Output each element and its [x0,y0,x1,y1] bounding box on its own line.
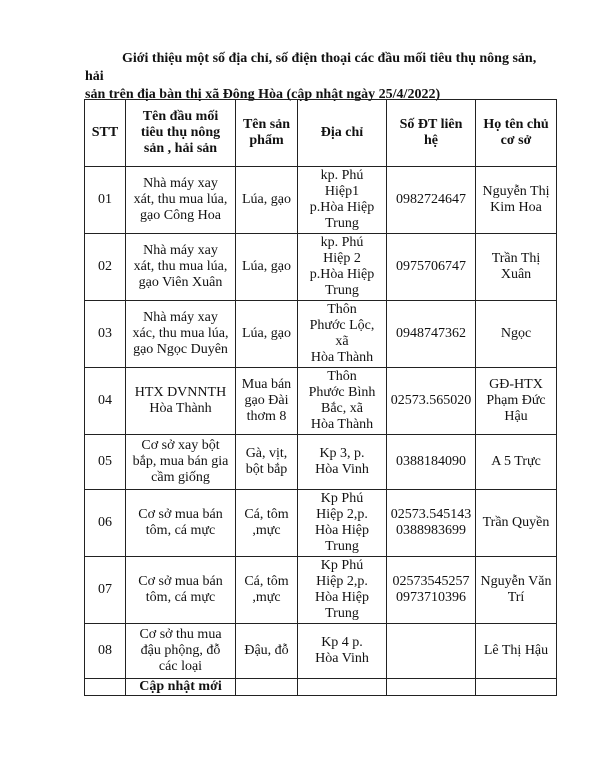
cell-phone [387,234,476,301]
cell-name [126,490,236,557]
cell-stt: 08 [85,624,126,679]
cell-line: Cá, tôm [244,507,289,522]
cell-line: Tên sản [242,117,291,132]
cell-line: phẩm [249,133,284,148]
cell-stt: 06 [85,490,126,557]
header-owner [476,100,557,167]
cell-line: Trí [507,590,525,605]
footer-empty-cell [298,679,387,696]
cell-name [126,301,236,368]
cell-line: cầm giống [151,470,210,485]
cell-line: Lúa, gạo [242,192,291,207]
cell-line: Trung [325,539,359,554]
cell-name [126,435,236,490]
cell-line: 02573.565020 [390,393,472,408]
cell-phone [387,557,476,624]
cell-line: 0388184090 [396,454,466,469]
table-row [85,435,557,490]
cell-line: 0975706747 [396,259,466,274]
cell-line: bắp, mua bán gia [132,454,229,469]
contacts-table [84,99,557,696]
cell-line: Nhà máy xay [143,176,218,191]
cell-line: Hòa Hiệp [314,523,370,538]
cell-stt: 07 [85,557,126,624]
footer-empty-cell [236,679,298,696]
cell-line: Hòa Vinh [315,462,369,477]
header-name [126,100,236,167]
cell-address [298,624,387,679]
cell-product [236,435,298,490]
cell-line: bột bắp [245,462,288,477]
cell-phone [387,167,476,234]
cell-line: xát, thu mua lúa, [133,192,228,207]
cell-line: 0948747362 [396,326,466,341]
cell-line: ,mực [252,590,281,605]
cell-line: Bắc, xã [321,401,363,416]
cell-address [298,167,387,234]
document-title [85,50,555,104]
cell-line: Cơ sở thu mua [139,627,222,642]
cell-line: tôm, cá mực [145,523,216,538]
cell-line: Nguyễn Văn [480,574,552,589]
cell-line: Trần Thị [491,251,541,266]
cell-line: Thôn [327,302,357,317]
cell-phone [387,301,476,368]
cell-line: Kp Phú [320,558,364,573]
cell-line: gạo Ngọc Duyên [133,342,228,357]
cell-line: xác, thu mua lúa, [132,326,229,341]
header-address: Địa chỉ [298,100,387,167]
cell-line: đậu phộng, đỗ [140,643,221,658]
cell-line: 02573.545143 [390,507,472,522]
cell-address [298,557,387,624]
cell-line: hệ [424,133,438,148]
header-stt: STT [85,100,126,167]
cell-line: các loại [158,659,203,674]
cell-line: Kp Phú [320,491,364,506]
cell-line: gạo Viên Xuân [138,275,223,290]
cell-stt: 02 [85,234,126,301]
cell-line: Phước Bình [308,385,376,400]
cell-stt: 03 [85,301,126,368]
table-row [85,167,557,234]
cell-line: Cá, tôm [244,574,289,589]
cell-line: ,mực [252,523,281,538]
cell-line: Hiệp 2,p. [316,507,368,522]
cell-line: Hiệp 2,p. [316,574,368,589]
title-line-2: sản trên địa bàn thị xã Đông Hòa (cập nhật ngày 25/4/2022) [85,87,441,102]
footer-row [85,679,557,696]
cell-stt: 05 [85,435,126,490]
cell-line: kp. Phú [320,235,364,250]
cell-line: sản , hải sản [143,141,218,156]
cell-line: 0388983699 [396,523,466,538]
cell-line: Mua bán [241,377,292,392]
cell-line: 0982724647 [396,192,466,207]
footer-stt-cell [85,679,126,696]
cell-owner [476,624,557,679]
cell-owner [476,234,557,301]
cell-line: Phạm Đức [486,393,546,408]
cell-line: Kim Hoa [490,200,542,215]
cell-address [298,368,387,435]
table-row [85,490,557,557]
cell-line: Tên đầu mối [142,109,219,124]
header-phone [387,100,476,167]
cell-stt: 04 [85,368,126,435]
cell-line: Hiệp 2 [323,251,361,266]
cell-line: Hòa Thành [310,350,374,365]
cell-line: Nguyễn Thị [482,184,550,199]
cell-owner [476,435,557,490]
cell-address [298,234,387,301]
cell-line: xát, thu mua lúa, [133,259,228,274]
cell-owner [476,167,557,234]
cell-line: Hòa Thành [310,417,374,432]
cell-line: Số ĐT liên [399,117,463,132]
cell-line: gạo Đài [244,393,289,408]
cell-line: Trần Quyền [482,515,550,530]
cell-name [126,167,236,234]
cell-line: Lúa, gạo [242,326,291,341]
cell-line: 02573545257 [392,574,470,589]
cell-line: Lê Thị Hậu [483,643,549,658]
cell-line: tiêu thụ nông [140,125,221,140]
cell-line: xã [335,334,349,349]
cell-product [236,490,298,557]
cell-address [298,435,387,490]
cell-product [236,301,298,368]
cell-phone [387,624,476,679]
cell-phone [387,368,476,435]
cell-name [126,368,236,435]
cell-line: Kp 3, p. [319,446,365,461]
table-row [85,624,557,679]
cell-line: Nhà máy xay [143,310,218,325]
cell-name [126,624,236,679]
cell-name [126,557,236,624]
cell-line: kp. Phú [320,168,364,183]
cell-line: p.Hòa Hiệp [309,200,375,215]
cell-line: HTX DVNNTH [134,385,227,400]
cell-product [236,234,298,301]
cell-line: thơm 8 [246,409,287,424]
cell-owner [476,368,557,435]
cell-line: Xuân [500,267,532,282]
header-product [236,100,298,167]
cell-line: A 5 Trực [491,454,541,469]
cell-line: Hậu [504,409,528,424]
cell-product [236,624,298,679]
cell-line: Lúa, gạo [242,259,291,274]
cell-address [298,301,387,368]
cell-line: Ngọc [500,326,532,341]
cell-line: Hòa Hiệp [314,590,370,605]
cell-line: Họ tên chủ [483,117,549,132]
cell-line: Hòa Thành [149,401,212,416]
cell-line: 0973710396 [396,590,466,605]
cell-phone [387,435,476,490]
table-row [85,557,557,624]
cell-line: Gà, vịt, [245,446,288,461]
cell-owner [476,557,557,624]
title-line-1: Giới thiệu một số địa chỉ, số điện thoại các đầu mối tiêu thụ nông sản, hải [85,51,537,84]
cell-address [298,490,387,557]
cell-line: Cơ sở mua bán [138,507,223,522]
cell-phone [387,490,476,557]
cell-line: Đậu, đỗ [244,643,289,658]
cell-line: Cơ sở xay bột [141,438,220,453]
cell-product [236,368,298,435]
table-row [85,234,557,301]
cell-owner [476,301,557,368]
cell-line: Trung [325,283,359,298]
cell-line: Thôn [327,369,357,384]
footer-empty-cell [476,679,557,696]
table-row [85,368,557,435]
cell-line: Hiệp1 [324,184,360,199]
cell-name [126,234,236,301]
cell-line: Kp 4 p. [321,635,363,650]
cell-line: Phước Lộc, [309,318,375,333]
cell-product [236,557,298,624]
cell-line: Hòa Vinh [315,651,369,666]
cell-line: GĐ-HTX [489,377,543,392]
cell-line: Nhà máy xay [143,243,218,258]
table-row [85,301,557,368]
cell-line: tôm, cá mực [145,590,216,605]
cell-product [236,167,298,234]
cell-line: Trung [325,606,359,621]
cell-line: gạo Công Hoa [140,208,221,223]
cell-line: p.Hòa Hiệp [309,267,375,282]
cell-line: cơ sở [500,133,532,148]
cell-line: Cơ sở mua bán [138,574,223,589]
footer-empty-cell [387,679,476,696]
cell-owner [476,490,557,557]
cell-stt: 01 [85,167,126,234]
cell-line: Trung [325,216,359,231]
footer-note: Cập nhật mới [126,679,236,696]
header-row [85,100,557,167]
